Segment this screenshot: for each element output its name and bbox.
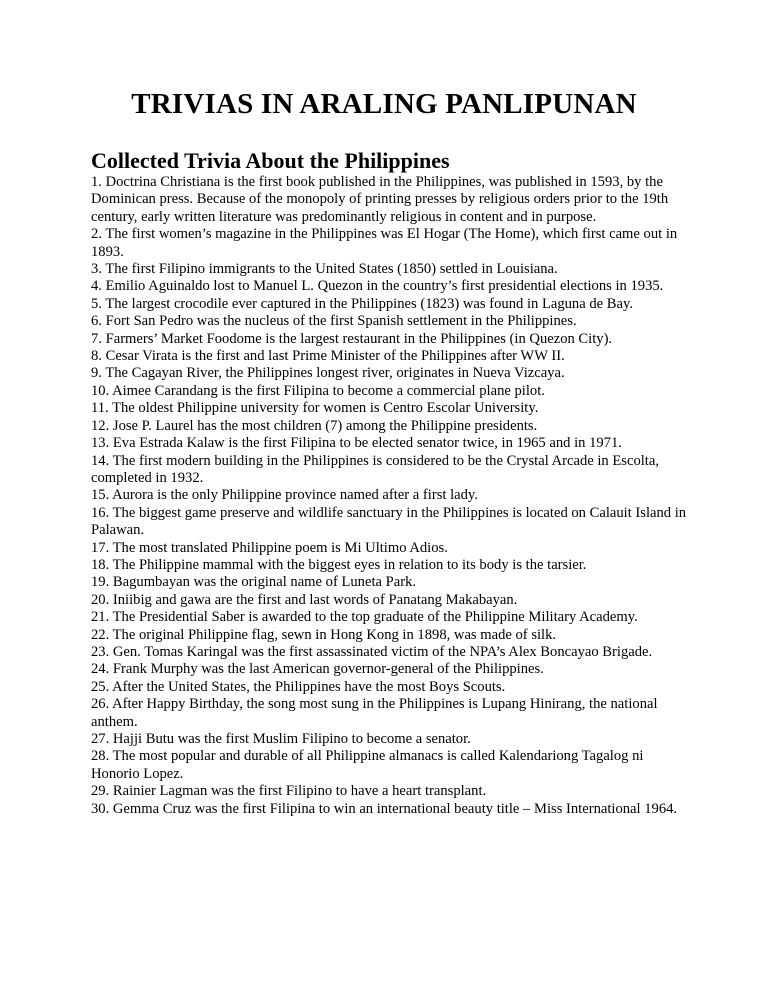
trivia-item: 27. Hajji Butu was the first Muslim Filipino to become a senator. xyxy=(91,731,471,747)
trivia-item: 4. Emilio Aguinaldo lost to Manuel L. Quezon in the country’s first presidential elections in 1935. xyxy=(91,278,664,295)
trivia-item: 7. Farmers’ Market Foodome is the largest restaurant in the Philippines (in Quezon City). xyxy=(91,330,613,347)
trivia-item: 15. Aurora is the only Philippine province named after a first lady. xyxy=(91,487,478,504)
trivia-item: 12. Jose P. Laurel has the most children (7) among the Philippine presidents. xyxy=(91,417,538,434)
trivia-item: 6. Fort San Pedro was the nucleus of the first Spanish settlement in the Philippines. xyxy=(91,313,577,330)
trivia-item: 14. The first modern building in the Philippines is considered to be the Crystal Arcade in Escolta, completed in 1932. xyxy=(91,452,659,486)
document-title: TRIVIAS IN ARALING PANLIPUNAN xyxy=(131,88,637,120)
trivia-item: 22. The original Philippine flag, sewn in Hong Kong in 1898, was made of silk. xyxy=(91,626,557,643)
trivia-item: 23. Gen. Tomas Karingal was the first assassinated victim of the NPA’s Alex Boncayao Brigade. xyxy=(91,643,653,660)
trivia-item: 29. Rainier Lagman was the first Filipino to have a heart transplant. xyxy=(91,783,487,800)
trivia-item: 11. The oldest Philippine university for women is Centro Escolar University. xyxy=(91,400,539,417)
trivia-item: 3. The first Filipino immigrants to the United States (1850) settled in Louisiana. xyxy=(91,261,558,278)
trivia-item: 16. The biggest game preserve and wildlife sanctuary in the Philippines is located on Calauit Island in Palawan. xyxy=(91,504,687,539)
trivia-item: 17. The most translated Philippine poem is Mi Ultimo Adios. xyxy=(91,539,448,556)
trivia-item: 28. The most popular and durable of all Philippine almanacs is called Kalendariong Tagalog ni Honorio Lopez. xyxy=(91,748,644,782)
trivia-item: 13. Eva Estrada Kalaw is the first Filipina to be elected senator twice, in 1965 and in 1971. xyxy=(91,435,622,452)
trivia-item: 10. Aimee Carandang is the first Filipina to become a commercial plane pilot. xyxy=(91,382,545,399)
trivia-item: 1. Doctrina Christiana is the first book published in the Philippines, was published in 1593, by the Dominican press. Because of the monopoly of printing presses by religious orders prior to the 19th century, early written literature was predominantly religious in content and in purpose. xyxy=(91,174,669,225)
trivia-item: 19. Bagumbayan was the original name of Luneta Park. xyxy=(91,574,417,591)
trivia-list xyxy=(91,174,691,818)
trivia-item: 5. The largest crocodile ever captured in the Philippines (1823) was found in Laguna de Bay. xyxy=(91,295,633,312)
trivia-item: 20. Iniibig and gawa are the first and last words of Panatang Makabayan. xyxy=(91,591,518,608)
trivia-item: 2. The first women’s magazine in the Philippines was El Hogar (The Home), which first came out in 1893. xyxy=(91,226,678,260)
trivia-item: 8. Cesar Virata is the first and last Prime Minister of the Philippines after WW II. xyxy=(91,348,565,365)
section-heading: Collected Trivia About the Philippines xyxy=(91,148,450,173)
trivia-item: 18. The Philippine mammal with the biggest eyes in relation to its body is the tarsier. xyxy=(91,556,587,573)
trivia-item: 9. The Cagayan River, the Philippines longest river, originates in Nueva Vizcaya. xyxy=(91,365,565,382)
trivia-item: 30. Gemma Cruz was the first Filipina to win an international beauty title – Miss International 1964. xyxy=(91,800,678,817)
trivia-item: 26. After Happy Birthday, the song most sung in the Philippines is Lupang Hinirang, the national anthem. xyxy=(91,696,658,730)
trivia-item: 21. The Presidential Saber is awarded to the top graduate of the Philippine Military Academy. xyxy=(91,609,638,626)
trivia-item: 24. Frank Murphy was the last American governor-general of the Philippines. xyxy=(91,661,544,678)
trivia-item: 25. After the United States, the Philippines have the most Boys Scouts. xyxy=(91,678,506,695)
